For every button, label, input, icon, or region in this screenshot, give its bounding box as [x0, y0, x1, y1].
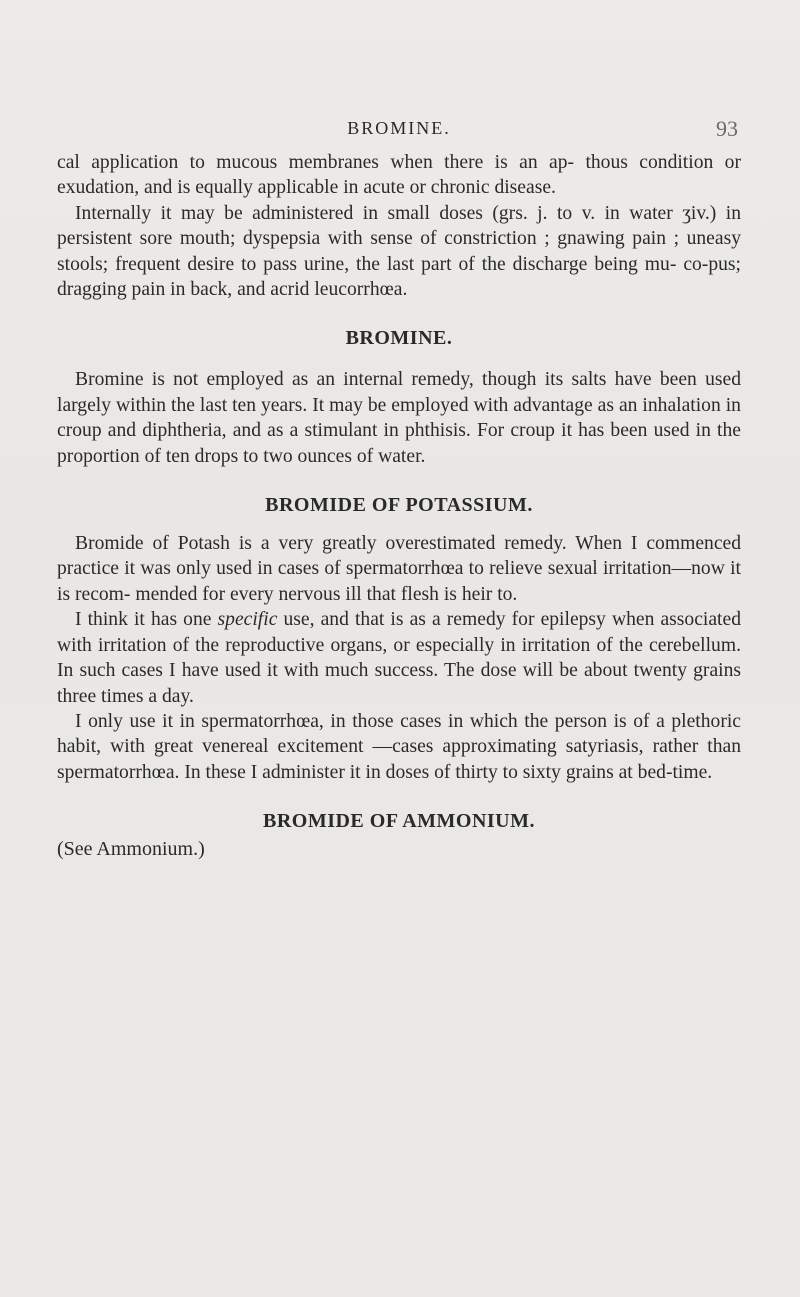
cross-reference: (See Ammonium.) — [57, 838, 205, 861]
text-line: organs, or especially in irritation of the cerebellum. In such — [57, 634, 741, 682]
text-line: Bromine is not employed as an internal remedy, though — [75, 369, 537, 391]
text-line: and diphtheria, and as a stimulant in phthisis. For croup — [107, 420, 555, 442]
emphasis-specific: specific — [217, 609, 278, 631]
text-line: Internally it may be administered in small doses (grs. j. to — [75, 202, 573, 224]
text-line: mended for every nervous ill that flesh is heir to. — [135, 583, 518, 605]
text-line: epilepsy when associated with irritation of the reproductive — [57, 609, 741, 656]
bromine-paragraph — [57, 367, 741, 469]
text-line: In these I administer it in doses of thirty to sixty grains at — [184, 761, 633, 783]
page-number: 93 — [716, 116, 738, 141]
section-heading-bromine: BROMINE. — [345, 327, 453, 350]
text-line: cal application to mucous membranes when there is an ap- — [57, 152, 575, 173]
text-line: —cases approximating satyriasis, rather than spermatorrhœa. — [57, 736, 742, 783]
continuation-paragraph — [57, 150, 741, 201]
text-line: sense of constriction ; gnawing pain ; uneasy stools; frequent — [57, 228, 741, 275]
text-line: co-pus; dragging pain in back, and acrid leucorrhœa. — [57, 253, 741, 301]
text-line: may be employed with advantage as an inhalation in croup — [57, 394, 741, 442]
text-line: acute or chronic disease. — [363, 177, 556, 199]
text-fragment: I think it has one — [75, 609, 218, 631]
text-line: its salts have been used largely within the last ten years. It — [57, 369, 741, 416]
text-line: desire to pass urine, the last part of the discharge being mu- — [187, 253, 677, 275]
section-heading-bromide-ammonium: BROMIDE OF AMMONIUM. — [262, 810, 535, 833]
text-line: v. in water ʒiv.) in persistent sore mouth; dyspepsia with — [57, 202, 742, 250]
section-heading-bromide-potassium: BROMIDE OF POTASSIUM. — [265, 494, 533, 517]
page-body — [57, 150, 741, 863]
text-line: bed-time. — [637, 761, 713, 783]
potassium-paragraph-2 — [57, 607, 741, 709]
text-line: person is of a plethoric habit, with great venereal excitement — [57, 710, 741, 758]
dosage-paragraph — [57, 201, 741, 303]
text-line: cases I have used it with much success. The dose will be — [121, 660, 578, 682]
text-line: of water. — [356, 445, 426, 467]
potassium-paragraph-3 — [57, 709, 741, 785]
text-line: about twenty grains three times a day. — [57, 660, 742, 707]
running-title: BROMINE. — [347, 118, 451, 138]
text-line: Bromide of Potash is a very greatly overestimated remedy. — [75, 533, 567, 555]
running-head — [58, 116, 740, 146]
text-line: I only use it in spermatorrhœa, in those cases in which the — [75, 710, 549, 732]
text-line: it has been used in the proportion of ten drops to two ounces — [57, 420, 741, 467]
text-line: When I commenced practice it was only used in cases of — [57, 533, 742, 580]
text-fragment: use, and that is as a remedy for — [277, 609, 535, 631]
potassium-paragraph-1 — [57, 531, 741, 607]
text-line: spermatorrhœa to relieve sexual irritation—now it is recom- — [57, 558, 742, 605]
text-line: thous condition or exudation, and is equally applicable in — [57, 152, 741, 199]
